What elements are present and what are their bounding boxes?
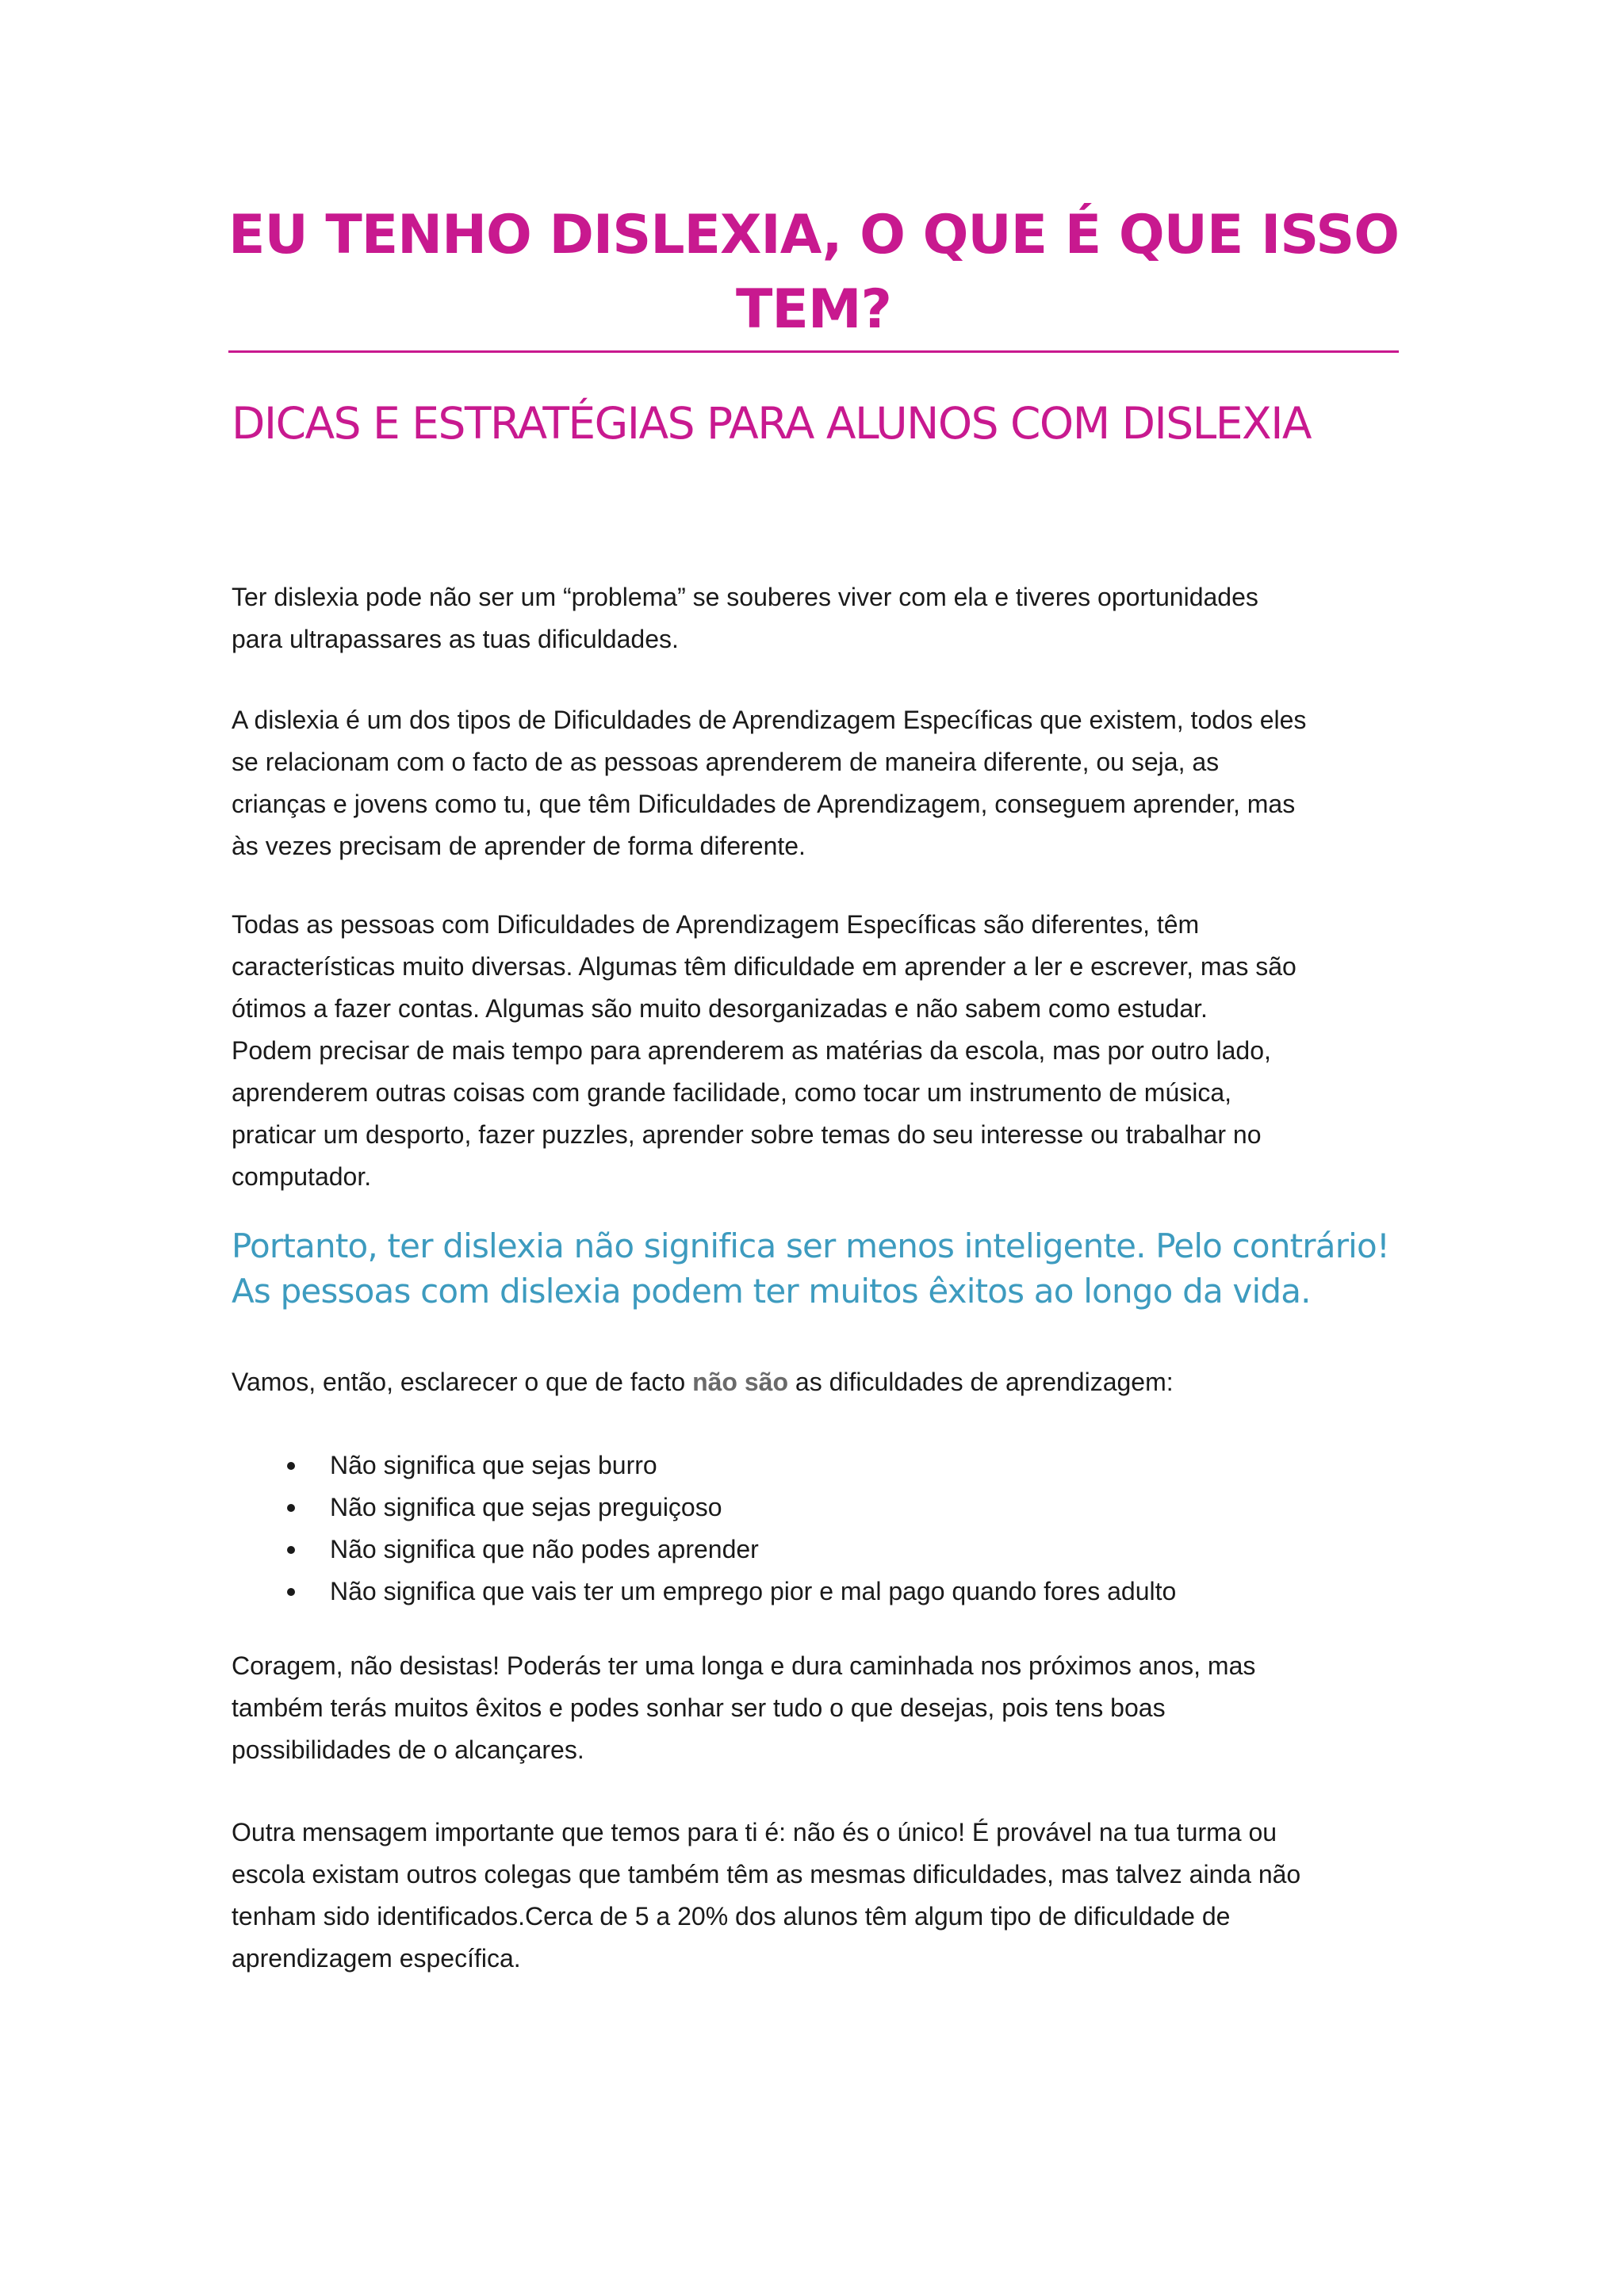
paragraph-line: Coragem, não desistas! Poderás ter uma longa e dura caminhada nos próximos anos, mas <box>232 1651 1256 1680</box>
paragraph-line: tenham sido identificados.Cerca de 5 a 20% dos alunos têm algum tipo de dificuldade de <box>232 1902 1231 1931</box>
clarify-text-before: Vamos, então, esclarecer o que de facto <box>232 1368 693 1396</box>
paragraph-not-alone <box>232 1812 1397 1980</box>
bullet-icon <box>287 1546 295 1554</box>
paragraph-clarify <box>232 1361 1397 1403</box>
paragraph-line: para ultrapassares as tuas dificuldades. <box>232 625 679 653</box>
clarify-text-after: as dificuldades de aprendizagem: <box>788 1368 1174 1396</box>
list-item <box>232 1571 1397 1613</box>
highlight-line: As pessoas com dislexia podem ter muitos êxitos ao longo da vida. <box>232 1272 1311 1311</box>
paragraph-line: A dislexia é um dos tipos de Dificuldades de Aprendizagem Específicas que existem, todos eles <box>232 706 1307 734</box>
paragraph-line: computador. <box>232 1162 372 1191</box>
paragraph-line: características muito diversas. Algumas têm dificuldade em aprender a ler e escrever, mas são <box>232 952 1297 981</box>
page-title <box>228 198 1399 347</box>
paragraph-line: escola existam outros colegas que também têm as mesmas dificuldades, mas talvez ainda não <box>232 1860 1301 1888</box>
paragraph-line: aprenderem outras coisas com grande facilidade, como tocar um instrumento de música, <box>232 1078 1232 1107</box>
paragraph-courage <box>232 1645 1397 1771</box>
paragraph-line: Outra mensagem importante que temos para ti é: não és o único! É provável na tua turma ou <box>232 1818 1277 1846</box>
paragraph-definition <box>232 699 1397 867</box>
list-item-text: Não significa que sejas burro <box>330 1451 657 1479</box>
paragraph-line: Todas as pessoas com Dificuldades de Aprendizagem Específicas são diferentes, têm <box>232 910 1200 939</box>
list-item <box>232 1529 1397 1571</box>
paragraph-line: possibilidades de o alcançares. <box>232 1735 584 1764</box>
clarify-text-strong: não são <box>692 1368 788 1396</box>
page-subtitle: DICAS E ESTRATÉGIAS PARA ALUNOS COM DISLEXIA <box>232 398 1312 449</box>
paragraph-differences <box>232 904 1397 1198</box>
paragraph-intro <box>232 576 1397 660</box>
bullet-list <box>232 1445 1397 1613</box>
paragraph-line: se relacionam com o facto de as pessoas aprenderem de maneira diferente, ou seja, as <box>232 748 1220 776</box>
highlight-quote <box>232 1223 1421 1314</box>
bullet-icon <box>287 1504 295 1512</box>
page-title-line-1: EU TENHO DISLEXIA, O QUE É QUE ISSO <box>228 204 1400 266</box>
highlight-line: Portanto, ter dislexia não significa ser menos inteligente. Pelo contrário! <box>232 1226 1389 1265</box>
bullet-icon <box>287 1588 295 1596</box>
paragraph-line: ótimos a fazer contas. Algumas são muito desorganizadas e não sabem como estudar. <box>232 994 1208 1023</box>
paragraph-line: Podem precisar de mais tempo para aprenderem as matérias da escola, mas por outro lado, <box>232 1036 1271 1065</box>
paragraph-line: crianças e jovens como tu, que têm Dificuldades de Aprendizagem, conseguem aprender, mas <box>232 790 1296 818</box>
paragraph-line: também terás muitos êxitos e podes sonhar ser tudo o que desejas, pois tens boas <box>232 1693 1166 1722</box>
list-item-text: Não significa que vais ter um emprego pior e mal pago quando fores adulto <box>330 1577 1177 1605</box>
page-title-line-2: TEM? <box>736 278 891 341</box>
paragraph-line: aprendizagem específica. <box>232 1944 521 1973</box>
title-divider <box>228 350 1399 353</box>
list-item <box>232 1487 1397 1529</box>
paragraph-line: praticar um desporto, fazer puzzles, aprender sobre temas do seu interesse ou trabalhar no <box>232 1120 1262 1149</box>
paragraph-line: Ter dislexia pode não ser um “problema” se souberes viver com ela e tiveres oportunidades <box>232 583 1258 611</box>
list-item-text: Não significa que não podes aprender <box>330 1535 759 1563</box>
bullet-icon <box>287 1462 295 1470</box>
paragraph-line: às vezes precisam de aprender de forma diferente. <box>232 832 806 860</box>
list-item-text: Não significa que sejas preguiçoso <box>330 1493 722 1521</box>
list-item <box>232 1445 1397 1487</box>
